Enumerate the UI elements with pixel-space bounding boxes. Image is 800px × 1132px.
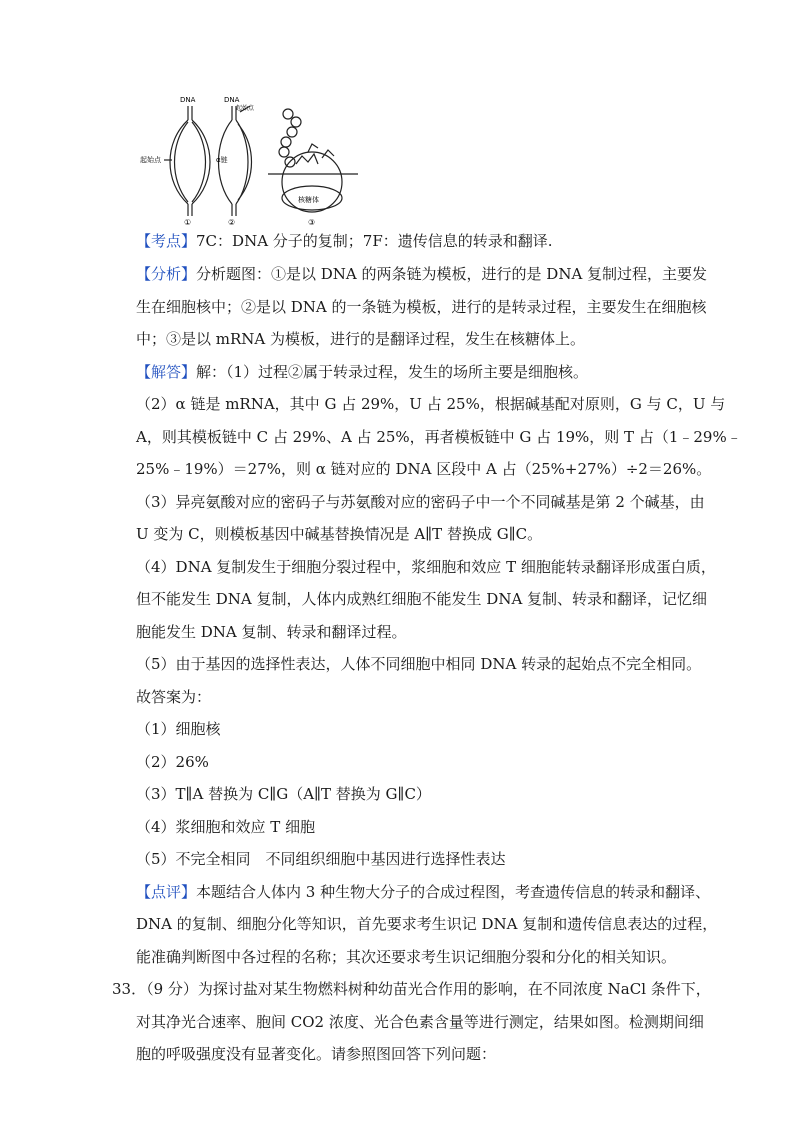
answer-4: （4）浆细胞和效应 T 细胞 xyxy=(136,818,316,836)
jieda-p5-line-1: （5）由于基因的选择性表达，人体不同细胞中相同 DNA 转录的起始点不完全相同。 xyxy=(136,655,702,673)
fenxi-line-2: 生在细胞核中；②是以 DNA 的一条链为模板，进行的是转录过程，主要发生在细胞核 xyxy=(136,298,707,316)
replication-transcription-translation-figure xyxy=(128,92,368,227)
question-33-line-2: 对其净光合速率、胞间 CO2 浓度、光合色素含量等进行测定，结果如图。检测期间细 xyxy=(136,1013,704,1031)
figure-label-alpha-chain: α链 xyxy=(216,156,228,164)
fenxi-line-1 xyxy=(136,264,707,284)
question-33-line-3: 胞的呼吸强度没有显著变化。请参照图回答下列问题： xyxy=(136,1045,497,1063)
jieda-p4-line-2: 但不能发生 DNA 复制，人体内成熟红细胞不能发生 DNA 复制、转录和翻译，记忆细 xyxy=(136,590,708,608)
answer-3: （3）T∥A 替换为 C∥G（A∥T 替换为 G∥C） xyxy=(136,785,431,803)
answer-5: （5）不完全相同 不同组织细胞中基因进行选择性表达 xyxy=(136,850,506,868)
jieda-text-1: 解：（1）过程②属于转录过程，发生的场所主要是细胞核。 xyxy=(196,363,589,381)
figure-label-ribosome: 核糖体 xyxy=(298,196,319,204)
figure-number-1: ① xyxy=(184,218,192,227)
fenxi-line-3: 中；③是以 mRNA 为模板，进行的是翻译过程，发生在核糖体上。 xyxy=(136,330,586,348)
figure-number-2: ② xyxy=(228,218,236,227)
fenxi-tag: 【分析】 xyxy=(136,265,197,283)
jieda-p3-line-2: U 变为 C，则模板基因中碱基替换情况是 A∥T 替换成 G∥C。 xyxy=(136,525,543,543)
answer-intro: 故答案为： xyxy=(136,688,212,706)
jieda-tag: 【解答】 xyxy=(136,363,197,381)
kaodian-line xyxy=(136,231,553,251)
figure-label-dna1: DNA xyxy=(180,96,196,104)
figure-label-dna2: DNA xyxy=(224,96,240,104)
answer-2: （2）26% xyxy=(136,753,209,771)
jieda-p2-line-2: A，则其模板链中 C 占 29%、A 占 25%，再者模板链中 G 占 19%，则 T 占（1﹣29%﹣ xyxy=(136,428,742,446)
question-33-line-1: 33．（9 分）为探讨盐对某生物燃料树种幼苗光合作用的影响，在不同浓度 NaCl 条件下， xyxy=(112,980,711,998)
fenxi-text-1: 分析题图：①是以 DNA 的两条链为模板，进行的是 DNA 复制过程，主要发 xyxy=(196,265,708,283)
dianping-line-2: DNA 的复制、细胞分化等知识，首先要求考生识记 DNA 复制和遗传信息表达的过程， xyxy=(136,915,718,933)
jieda-p2-line-3: 25%﹣19%）＝27%，则 α 链对应的 DNA 区段中 A 占（25%+27%）÷2＝26%。 xyxy=(136,460,712,478)
panel-dna-replication xyxy=(164,106,210,216)
kaodian-tag: 【考点】 xyxy=(136,232,197,250)
answer-1: （1）细胞核 xyxy=(136,720,221,738)
dianping-line-1 xyxy=(136,882,710,902)
dianping-line-3: 能准确判断图中各过程的名称；其次还要求考生识记细胞分裂和分化的相关知识。 xyxy=(136,948,677,966)
dianping-tag: 【点评】 xyxy=(136,883,197,901)
jieda-p4-line-1: （4）DNA 复制发生于细胞分裂过程中，浆细胞和效应 T 细胞能转录翻译形成蛋白质， xyxy=(136,558,716,576)
kaodian-text: 7C：DNA 分子的复制；7F：遗传信息的转录和翻译. xyxy=(196,232,553,250)
jieda-p3-line-1: （3）异亮氨酸对应的密码子与苏氨酸对应的密码子中一个不同碱基是第 2 个碱基，由 xyxy=(136,493,705,511)
figure-label-origin1: 起始点 xyxy=(140,156,161,164)
figure-label-origin2: 起始点 xyxy=(236,105,255,112)
figure-number-3: ③ xyxy=(308,218,316,227)
jieda-line-1 xyxy=(136,362,588,382)
jieda-p2-line-1: （2）α 链是 mRNA，其中 G 占 29%，U 占 25%，根据碱基配对原则，G 与 C，U 与 xyxy=(136,395,726,413)
jieda-p4-line-3: 胞能发生 DNA 复制、转录和翻译过程。 xyxy=(136,623,407,641)
dianping-text-1: 本题结合人体内 3 种生物大分子的合成过程图，考查遗传信息的转录和翻译、 xyxy=(196,883,711,901)
